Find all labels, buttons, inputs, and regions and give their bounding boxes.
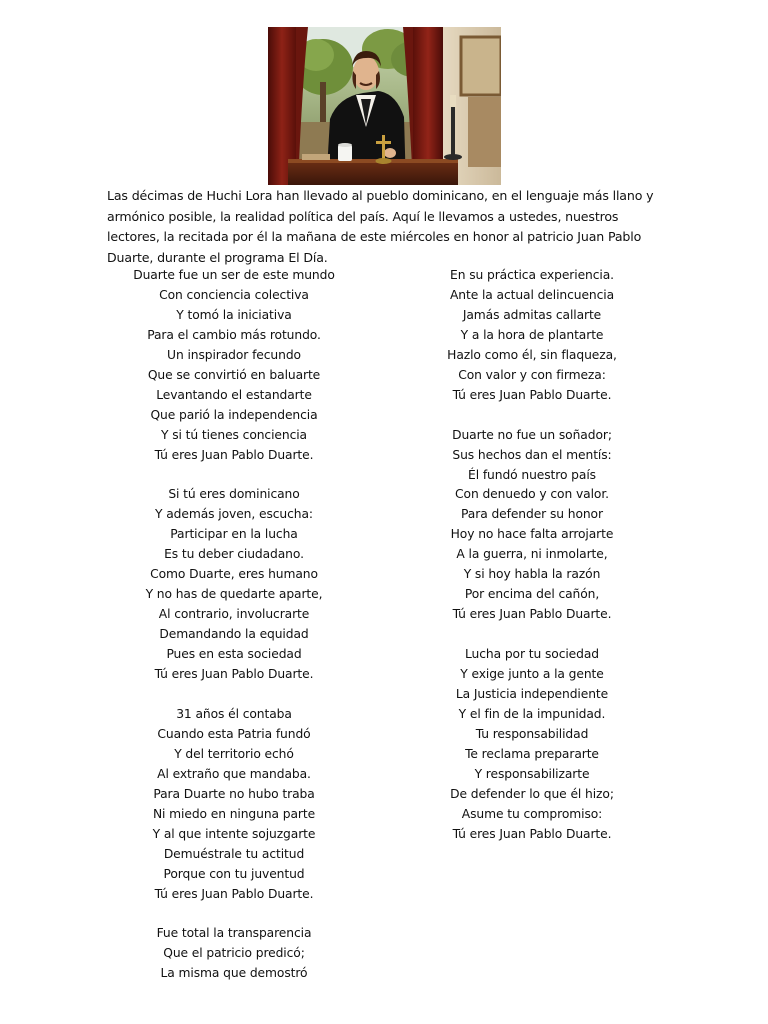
poem-line: Hazlo como él, sin flaqueza, xyxy=(447,347,617,362)
poem-line: Te reclama prepararte xyxy=(465,746,599,761)
poem-line: Tú eres Juan Pablo Duarte. xyxy=(154,886,314,901)
poem-line: Un inspirador fecundo xyxy=(167,347,301,362)
poem-line: Hoy no hace falta arrojarte xyxy=(450,527,614,542)
poem-line: A la guerra, ni inmolarte, xyxy=(456,547,608,562)
poem-stanza xyxy=(420,426,644,626)
poem-line: Y el fin de la impunidad. xyxy=(458,706,606,721)
poem-line: Porque con tu juventud xyxy=(163,866,305,881)
poem-line: Lucha por tu sociedad xyxy=(465,647,599,662)
poem-line: Asume tu compromiso: xyxy=(461,806,603,821)
poem-line: La Justicia independiente xyxy=(455,686,609,701)
poem-line: Duarte no fue un soñador; xyxy=(452,427,612,442)
poem-line: Para el cambio más rotundo. xyxy=(147,327,321,342)
poem-line: Que se convirtió en baluarte xyxy=(147,367,321,382)
poem-line: Con conciencia colectiva xyxy=(159,287,309,302)
poem-line: Al extraño que mandaba. xyxy=(157,766,311,781)
poem-line: Y no has de quedarte aparte, xyxy=(145,587,323,602)
poem-line: Ni miedo en ninguna parte xyxy=(152,806,316,821)
intro-paragraph: Las décimas de Huchi Lora han llevado al pueblo dominicano, en el lenguaje más llano y armónico posible, la realidad política del país. Aquí le llevamos a ustedes, nuestros lectores, la recitada por él la mañana de este miércoles en honor al patricio Juan Pablo Duarte, durante el programa El Día. xyxy=(107,188,654,265)
poem-line: Tú eres Juan Pablo Duarte. xyxy=(452,826,612,841)
poem-line: Con valor y con firmeza: xyxy=(458,367,606,382)
poem-line: Y además joven, escucha: xyxy=(155,507,313,522)
poem-stanza xyxy=(120,924,348,984)
poem-line: Como Duarte, eres humano xyxy=(150,567,318,582)
poem-line: Y responsabilizarte xyxy=(474,766,590,781)
poem-stanza xyxy=(420,266,644,406)
poem-stanza xyxy=(120,266,348,466)
poem-line: Cuando esta Patria fundó xyxy=(157,726,311,741)
poem-line: Y a la hora de plantarte xyxy=(460,327,604,342)
poem-line: Tú eres Juan Pablo Duarte. xyxy=(154,667,314,682)
poem-line: Pues en esta sociedad xyxy=(166,647,302,662)
poem-stanza xyxy=(120,705,348,905)
poem-line: Duarte fue un ser de este mundo xyxy=(133,268,335,282)
poem-line: Que parió la independencia xyxy=(150,407,318,422)
poem-line: Por encima del cañón, xyxy=(464,587,600,602)
poem-line: Es tu deber ciudadano. xyxy=(164,547,304,562)
poem-column-left xyxy=(120,266,348,984)
poem-line: Levantando el estandarte xyxy=(156,387,312,402)
poem-line: Tú eres Juan Pablo Duarte. xyxy=(452,607,612,622)
poem-line: Ante la actual delincuencia xyxy=(449,287,615,302)
poem-line: Fue total la transparencia xyxy=(156,926,312,941)
poem-stanza xyxy=(120,485,348,685)
poem-line: Para defender su honor xyxy=(461,507,603,522)
poem-line: Y al que intente sojuzgarte xyxy=(152,826,316,841)
poem-line: La misma que demostró xyxy=(160,966,308,981)
poem-line: Y exige junto a la gente xyxy=(460,667,604,682)
poem-line: Sus hechos dan el mentís: xyxy=(452,447,612,462)
poem-line: Jamás admitas callarte xyxy=(462,307,602,322)
poem-line: Y del territorio echó xyxy=(174,746,294,761)
poem-stanza xyxy=(420,645,644,845)
poem-line: Y si tú tienes conciencia xyxy=(161,427,307,442)
poem-line: Participar en la lucha xyxy=(170,527,298,542)
poem-line: Y tomó la iniciativa xyxy=(176,307,292,322)
poem-line: Con denuedo y con valor. xyxy=(455,487,609,502)
poem-line: Tú eres Juan Pablo Duarte. xyxy=(452,387,612,402)
duarte-photo xyxy=(268,27,501,185)
poem-line: 31 años él contaba xyxy=(176,706,292,721)
poem-line: Al contrario, involucrarte xyxy=(158,607,310,622)
poem-line: Para Duarte no hubo traba xyxy=(153,786,315,801)
poem-line: Y si hoy habla la razón xyxy=(463,567,601,582)
poem-column-right xyxy=(420,266,644,845)
poem-line: En su práctica experiencia. xyxy=(450,268,614,282)
poem-line: Tu responsabilidad xyxy=(475,726,589,741)
poem-line: De defender lo que él hizo; xyxy=(450,786,614,801)
poem-line: Tú eres Juan Pablo Duarte. xyxy=(154,447,314,462)
poem-line: Él fundó nuestro país xyxy=(468,467,596,482)
poem-line: Demuéstrale tu actitud xyxy=(163,846,305,861)
poem-line: Si tú eres dominicano xyxy=(168,487,300,502)
poem-line: Demandando la equidad xyxy=(159,627,309,642)
poem-line: Que el patricio predicó; xyxy=(163,946,305,961)
